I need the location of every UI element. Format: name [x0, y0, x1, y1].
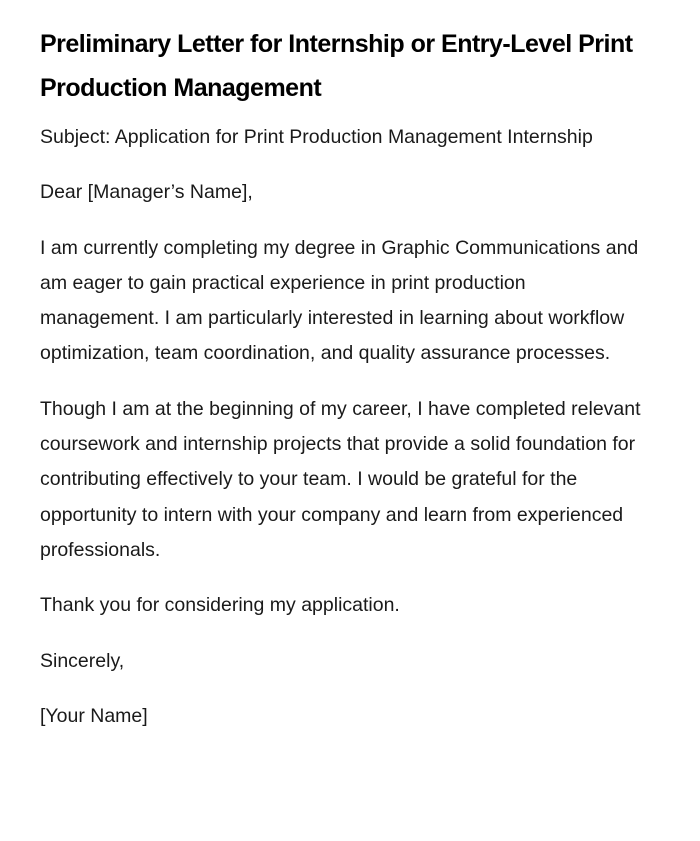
body-paragraph-2: Though I am at the beginning of my career, I have completed relevant coursework and internship projects that provide a solid foundation for contributing effectively to your team. I would be grateful for the opportunity to intern with your company and learn from experienced professionals.: [40, 397, 641, 561]
closing: Sincerely,: [40, 649, 125, 672]
body-paragraph-1: I am currently completing my degree in Graphic Communications and am eager to gain practical experience in print production management. I am particularly interested in learning about workflow optimization, team coordination, and quality assurance processes.: [40, 236, 639, 365]
signature-placeholder: [Your Name]: [40, 704, 148, 727]
thanks-line: Thank you for considering my application.: [40, 594, 400, 617]
salutation: Dear [Manager’s Name],: [40, 181, 253, 204]
subject-line: Subject: Application for Print Production Management Internship: [40, 126, 593, 148]
letter-title: Preliminary Letter for Internship or Entry-Level Print Production Management: [40, 30, 633, 102]
